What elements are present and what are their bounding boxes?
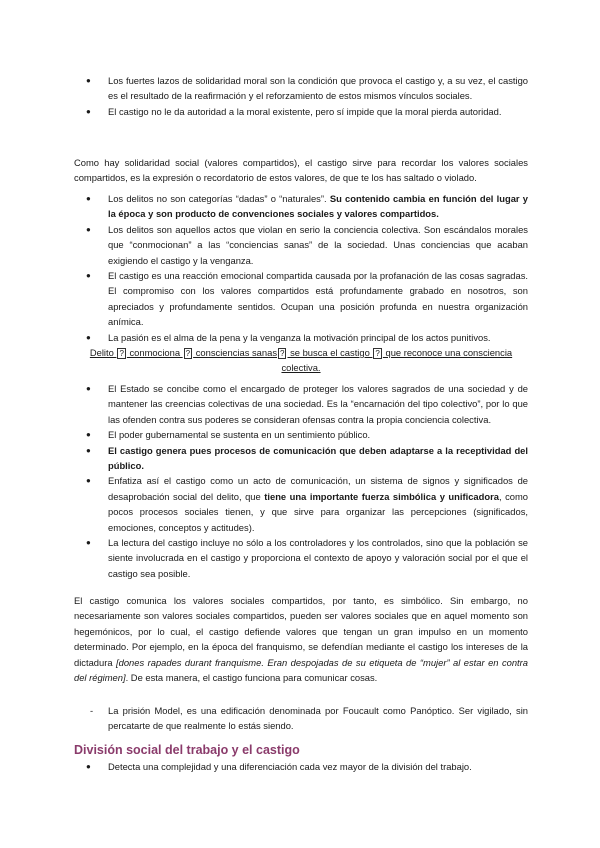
list-item — [74, 381, 528, 427]
list-item — [74, 268, 528, 330]
arrow-box-icon: ? — [280, 349, 285, 358]
list-item-text: La lectura del castigo incluye no sólo a los controladores y los controlados, sino que la población se siente involucrada en el castigo y proporciona el contexto de apoyo y valoración social por el que el castigo sea posible. — [108, 537, 528, 579]
list-item — [74, 759, 528, 774]
bullet-icon: ● — [86, 224, 91, 234]
list-item-text: La prisión Model, es una edificación denominada por Foucault como Panóptico. Ser vigilado, sin percatarte de que realmente lo estás siendo. — [108, 705, 528, 732]
bullet-icon: ● — [86, 762, 91, 771]
paragraph-italic-text: [dones rapades durant franquisme. Eran despojadas de su etiqueta de “mujer” al estar en contra del régimen] — [74, 656, 528, 684]
paragraph-text: Como hay solidaridad social (valores compartidos), el castigo sirve para recordar los valores sociales compartidos, es la expresión o recordatorio de estos valores, de que te los has saltado o violado. — [74, 157, 528, 184]
paragraph-text — [74, 593, 528, 685]
list-item-text: Enfatiza así el castigo como un acto de comunicación, un sistema de signos y significados de desaprobación social del delito, que — [108, 475, 528, 502]
bullet-icon: ● — [86, 476, 91, 486]
bullet-icon: ● — [86, 271, 91, 281]
bullet-icon: ● — [86, 194, 91, 203]
flow-part: consciencias sanas — [193, 347, 278, 358]
list-item-text: La pasión es el alma de la pena y la venganza la motivación principal de los actos punitivos. — [108, 331, 491, 343]
list-item — [74, 330, 528, 345]
list-item — [74, 191, 528, 222]
dash-icon: - — [90, 705, 94, 716]
arrow-box-icon: ? — [119, 349, 124, 358]
list-item — [74, 104, 528, 119]
bullet-icon: ● — [86, 430, 91, 440]
list-item-text: El castigo es una reacción emocional compartida causada por la profanación de las cosas sagradas. El compromiso con los valores compartidos está profundamente grabado en nosotros, son apreciados y profundamente sentidos. Ocupan una posición profunda en nuestra organización anímica. — [108, 270, 528, 328]
list-item-bold-text: tiene una importante fuerza simbólica y unificadora — [264, 490, 499, 502]
bullet-list-2 — [74, 191, 528, 345]
list-item — [74, 535, 528, 581]
flow-part: que reconoce una consciencia colectiva. — [281, 347, 513, 374]
arrow-box-icon: ? — [185, 349, 191, 358]
bullet-list-1 — [74, 73, 528, 119]
bullet-list-3 — [74, 381, 528, 581]
bullet-icon: ● — [86, 332, 91, 342]
list-item-text: , como pocos procesos sociales tienen, y que sirve para organizar las percepciones (significados, emociones, conceptos y actitudes). — [108, 490, 529, 533]
list-item-bold-text: Su contenido cambia en función del lugar y la época y son producto de convenciones sociales y valores compartidos. — [108, 193, 529, 220]
list-item — [74, 73, 528, 104]
heading-text: División social del trabajo y el castigo — [74, 743, 300, 757]
section-heading — [74, 742, 528, 758]
flow-text — [74, 345, 528, 376]
bullet-icon: ● — [86, 106, 91, 116]
flow-line — [74, 345, 528, 376]
paragraph-text-part: . De esta manera, el castigo funciona para comunicar cosas. — [125, 672, 378, 684]
bullet-icon: ● — [86, 384, 91, 393]
flow-part: se busca el castigo — [287, 347, 373, 358]
bullet-icon: ● — [86, 538, 91, 548]
bullet-list-4 — [74, 759, 528, 774]
paragraph-text-part: El castigo comunica los valores sociales compartidos, por tanto, es simbólico. Sin embargo, no necesariamente son valores sociales compartidos, pueden ser valores sociales que en aquel momento son hegemónicos, por lo cual, el castigo defiende valores que tengan un gran impulso en un momento determinado. Por ejemplo, en la época del franquismo, se defendían mediante el castigo los intereses de la dictadura — [74, 595, 528, 668]
list-item — [74, 443, 528, 474]
list-item-text: El Estado se concibe como el encargado de proteger los valores sagrados de una sociedad y de mantener las creencias colectivas de una sociedad. Es la “encarnación del tipo colectivo”, por lo que las ofenden contra sus poderes se consideran ofensas contra la propia conciencia colectiva. — [108, 383, 528, 425]
paragraph-1 — [74, 155, 528, 186]
bullet-icon: ● — [86, 76, 91, 85]
list-item-text: Los fuertes lazos de solidaridad moral son la condición que provoca el castigo y, a su vez, el castigo es el resultado de la reafirmación y el reforzamiento de estos mismos vínculos sociales. — [108, 75, 528, 102]
list-item-text: El poder gubernamental se sustenta en un sentimiento público. — [108, 429, 371, 441]
list-item-text: Detecta una complejidad y una diferenciación cada vez mayor de la división del trabajo. — [108, 761, 472, 772]
list-item-text: Los delitos no son categorías “dadas” o “naturales”. — [108, 193, 330, 204]
list-item-text: El castigo no le da autoridad a la moral existente, pero sí impide que la moral pierda autoridad. — [108, 105, 502, 117]
list-item-bold-text: El castigo genera pues procesos de comunicación que deben adaptarse a la receptividad del público. — [108, 444, 528, 472]
list-item — [74, 703, 528, 734]
flow-part: conmociona — [126, 347, 183, 358]
list-item-text: Los delitos son aquellos actos que violan en serio la conciencia colectiva. Son escándalos morales que “conmocionan” a las “conciencias sanas” de la sociedad. Unas conciencias que acaban exigiendo el castigo y la venganza. — [108, 223, 528, 266]
list-item — [74, 473, 528, 535]
arrow-box-icon: ? — [375, 349, 380, 358]
list-item — [74, 222, 528, 268]
paragraph-2 — [74, 593, 528, 685]
dash-list — [74, 703, 528, 734]
flow-part: Delito — [89, 347, 117, 358]
bullet-icon: ● — [86, 445, 91, 455]
list-item — [74, 427, 528, 442]
